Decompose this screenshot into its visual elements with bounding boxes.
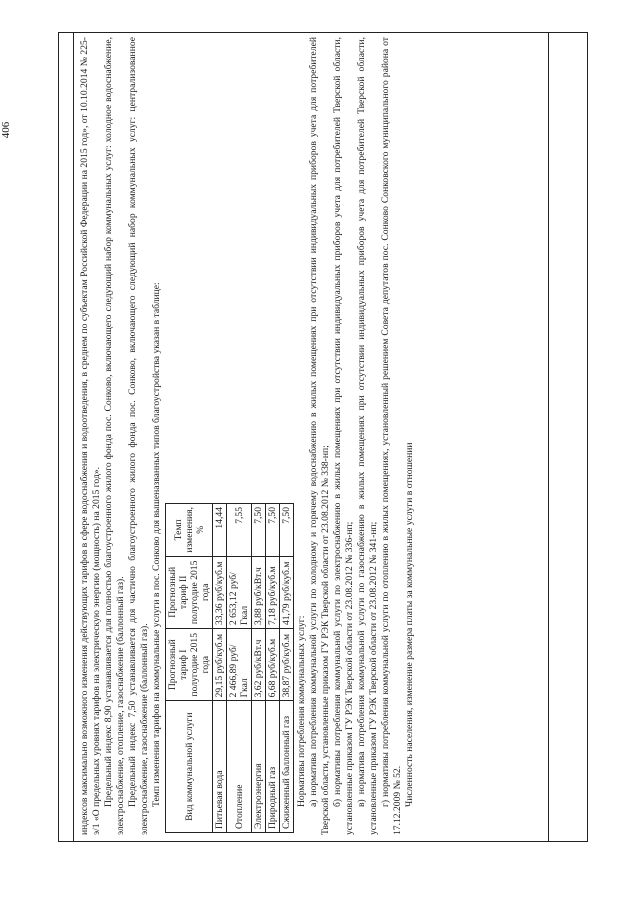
cell-service: Питьевая вода xyxy=(213,701,227,833)
cell-h1: 29,15 руб/куб.м xyxy=(213,629,227,701)
table-row xyxy=(252,504,266,833)
norms-item: а) норматива потребления коммунальной услуги по холодному и горячему водоснабжению в жилых помещениях при отсутствии индивидуальных приборов учета для потребителей Тверской области, установленные приказом ГУ РЭК Тверской области от 23.08.2012 № 338-нп; xyxy=(308,37,331,835)
cell-change: 7,50 xyxy=(266,504,280,557)
column-header-change: Темп изменения, % xyxy=(166,504,213,557)
cell-change: 7,50 xyxy=(280,504,294,557)
frame-top-gutter xyxy=(59,33,74,841)
cell-h1: 6,68 руб/куб.м xyxy=(266,629,280,701)
page-frame xyxy=(58,32,588,842)
column-header-h2: Прогнозный тариф II полугодие 2015 года xyxy=(166,556,213,628)
intro-paragraph: Предельный индекс 8,90 устанавливается для полностью благоустроенного жилого фонда пос. Сонково, включающего следующий набор коммунальных услуг: холодное водоснабжение, электроснабжение, отопление, газоснабжение (баллонный газ). xyxy=(103,37,126,835)
norms-item: б) нормативы потребления коммунальной услуги по электроснабжению в жилых помещениях при отсутствии индивидуальных приборов учета для потребителей Тверской области, установленные приказом ГУ РЭК Тверской области от 23.08.2012 № 336-нп; xyxy=(332,37,355,835)
column-header-service: Вид коммунальной услуги xyxy=(166,701,213,833)
table-row xyxy=(266,504,280,833)
frame-bottom-gutter xyxy=(548,33,587,841)
tariff-table xyxy=(165,503,294,833)
norms-heading: Нормативы потребления коммунальных услуг: xyxy=(296,615,307,807)
cell-h1: 38,87 руб/куб.м xyxy=(280,629,294,701)
table-row xyxy=(213,504,227,833)
column-header-h1: Прогнозный тариф I полугодие 2015 года xyxy=(166,629,213,701)
page-number-text: 406 xyxy=(0,121,12,139)
intro-paragraph: Предельный индекс 7,50 устанавливается для частично благоустроенного жилого фонда пос. Сонково, включающего следующий набор коммунальных услуг: централизованное электроснабжение, газоснабжение (баллонный газ). xyxy=(127,37,150,835)
cell-h2: 7,18 руб/куб.м xyxy=(266,556,280,628)
cell-h2: 2 653,12 руб/Гкал xyxy=(227,556,252,628)
document-body xyxy=(79,37,416,835)
table-header-row xyxy=(166,504,213,833)
norms-item: в) норматива потребления коммунальной услуги по газоснабжению в жилых помещениях при отсутствии индивидуальных приборов учета для потребителей Тверской области, установленные приказом ГУ РЭК Тверской области от 23.08.2012 № 341-нп; xyxy=(356,37,379,835)
cell-h1: 3,62 руб/кВт.ч xyxy=(252,629,266,701)
norms-item: г) нормативы потребления коммунальной услуги по отоплению в жилых помещениях, установленный решением Совета депутатов пос. Сонково Сонковского муниципального района от 17.12.2009 № 52. xyxy=(380,37,403,835)
cell-change: 7,55 xyxy=(227,504,252,557)
cell-change: 7,50 xyxy=(252,504,266,557)
cell-service: Природный газ xyxy=(266,701,280,833)
table-row xyxy=(280,504,294,833)
cell-h2: 3,88 руб/кВт.ч xyxy=(252,556,266,628)
cell-service: Сжиженный баллонный газ xyxy=(280,701,294,833)
closing-paragraph: Численность населения, изменение размера платы за коммунальные услуги в отношении xyxy=(404,442,415,807)
cell-service: Отопление xyxy=(227,701,252,833)
intro-paragraph: Темп изменения тарифов на коммунальные услуги в пос. Сонково для вышеназванных типов благоустройства указан в таблице: xyxy=(151,282,162,807)
table-row xyxy=(227,504,252,833)
intro-paragraph: индексов максимально возможного изменения действующих тарифов в сфере водоснабжения и водоотведения, в среднем по субъектам Российской Федерации на 2015 год», от 10.10.2014 № 225-э/1 «О предельных уровнях тарифов на электрическую энергию (мощность) на 2015 год». xyxy=(79,37,102,835)
cell-h2: 41,79 руб/куб.м xyxy=(280,556,294,628)
cell-h2: 33,36 руб/куб.м xyxy=(213,556,227,628)
cell-h1: 2 466,89 руб/Гкал xyxy=(227,629,252,701)
cell-change: 14,44 xyxy=(213,504,227,557)
page-number xyxy=(0,120,12,140)
cell-service: Электроэнергия xyxy=(252,701,266,833)
